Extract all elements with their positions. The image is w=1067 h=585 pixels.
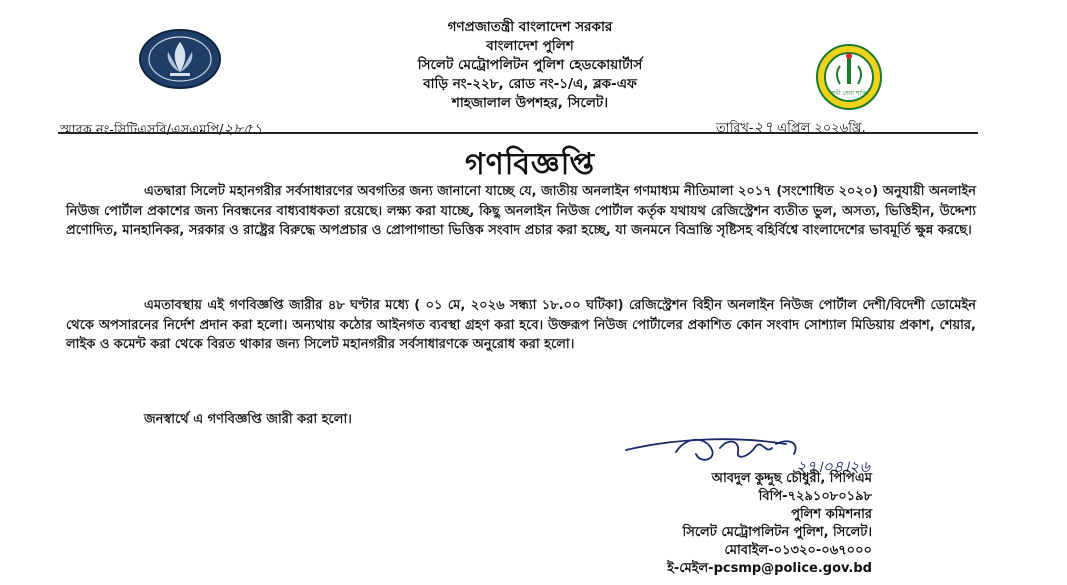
signatory-office: সিলেট মেট্রোপলিটন পুলিশ, সিলেট। (682, 525, 872, 540)
signatory-name: আবদুল কুদ্দুছ চৌধুরী, পিপিএম (711, 471, 872, 486)
date-day: ২৭ (753, 118, 774, 136)
header-divider (58, 132, 978, 134)
signatory-bp: বিপি-৭২৯১০৮০১৯৮ (758, 489, 872, 504)
bangladesh-emblem-icon (812, 44, 886, 110)
memo-reference (60, 118, 262, 143)
signatory-designation: পুলিশ কমিশনার (791, 507, 872, 522)
emblem-caption: সুখী সেবা শান্তি (830, 90, 868, 97)
page-title: গণবিজ্ঞপ্তি (464, 147, 596, 182)
signatory-phone: মোবাইল-০১৩২০-০৬৭০০০ (724, 543, 872, 558)
header-govt: গণপ্রজাতন্ত্রী বাংলাদেশ সরকার (447, 19, 613, 35)
paragraph-3: জনস্বার্থে এ গণবিজ্ঞপ্তি জারী করা হলো। (144, 412, 352, 427)
header-dept: বাংলাদেশ পুলিশ (486, 38, 574, 54)
paragraph-2: এমতাবস্থায় এই গণবিজ্ঞপ্তি জারীর ৪৮ ঘণ্টার মধ্যে ( ০১ মে, ২০২৬ সন্ধ্যা ১৮.০০ ঘটিকা) রেজিস্ট্রেশন বিহীন অনলাইন নিউজ পোর্টাল দেশী/বিদেশী ডোমেইন থেকে অপসারনের নির্দেশ প্রদান করা হলো। অন্যথায় কঠোর আইনগত ব্যবস্থা গ্রহণ করা হবে। উক্তরূপ নিউজ পোর্টালের প্রকাশিত কোন সংবাদ সোশ্যাল মিডিয়ায় প্রকাশ, শেয়ার, লাইক ও কমেন্ট করা থেকে বিরত থাকার জন্য সিলেট মহানগরীর সর্বসাধারণকে অনুরোধ করা হলো। (66, 298, 976, 352)
header-area: শাহজালাল উপশহর, সিলেট। (451, 95, 609, 111)
date-prefix: তারিখ- (716, 121, 754, 136)
memo-date (716, 116, 866, 141)
police-emblem-icon (138, 28, 222, 90)
signatory-email: ই-মেইল-pcsmp@police.gov.bd (667, 561, 872, 576)
signatory-block (552, 470, 872, 578)
memo-number: ২৮৫১ (223, 120, 263, 138)
header-address: বাড়ি নং-২২৮, রোড নং-১/এ, ব্লক-এফ (423, 76, 637, 92)
header-office: সিলেট মেট্রোপলিটন পুলিশ হেডকোয়ার্টার্স (417, 57, 643, 73)
paragraph-1: এতদ্বারা সিলেট মহানগরীর সর্বসাধারণের অবগতির জন্য জানানো যাচ্ছে যে, জাতীয় অনলাইন গণমাধ্যম নীতিমালা ২০১৭ (সংশোধিত ২০২০) অনুযায়ী অনলাইন নিউজ পোর্টাল প্রকাশের জন্য নিবন্ধনের বাধ্যবাধকতা রয়েছে। লক্ষ্য করা যাচ্ছে, কিছু অনলাইন নিউজ পোর্টাল কর্তৃক যথাযথ রেজিস্ট্রেশন ব্যতীত ভুল, অসত্য, ভিত্তিহীন, উদ্দেশ্য প্রণোদিত, মানহানিকর, সরকার ও রাষ্ট্রের বিরুদ্ধে অপপ্রচার ও প্রোপাগান্ডা ভিত্তিক সংবাদ প্রচার করা হচ্ছে, যা জনমনে বিভ্রান্তি সৃষ্টিসহ বহির্বিশ্বে বাংলাদেশের ভাবমূর্তি ক্ষুন্ন করছে। (66, 184, 976, 238)
date-suffix: এপ্রিল ২০২৬খ্রি. (773, 121, 866, 136)
memo-prefix: স্মারক নং-সিটিএসবি/এসএমপি/ (60, 123, 224, 138)
signature-date: ২৭।০৪।২৬ (796, 457, 870, 476)
letterhead (300, 18, 760, 113)
